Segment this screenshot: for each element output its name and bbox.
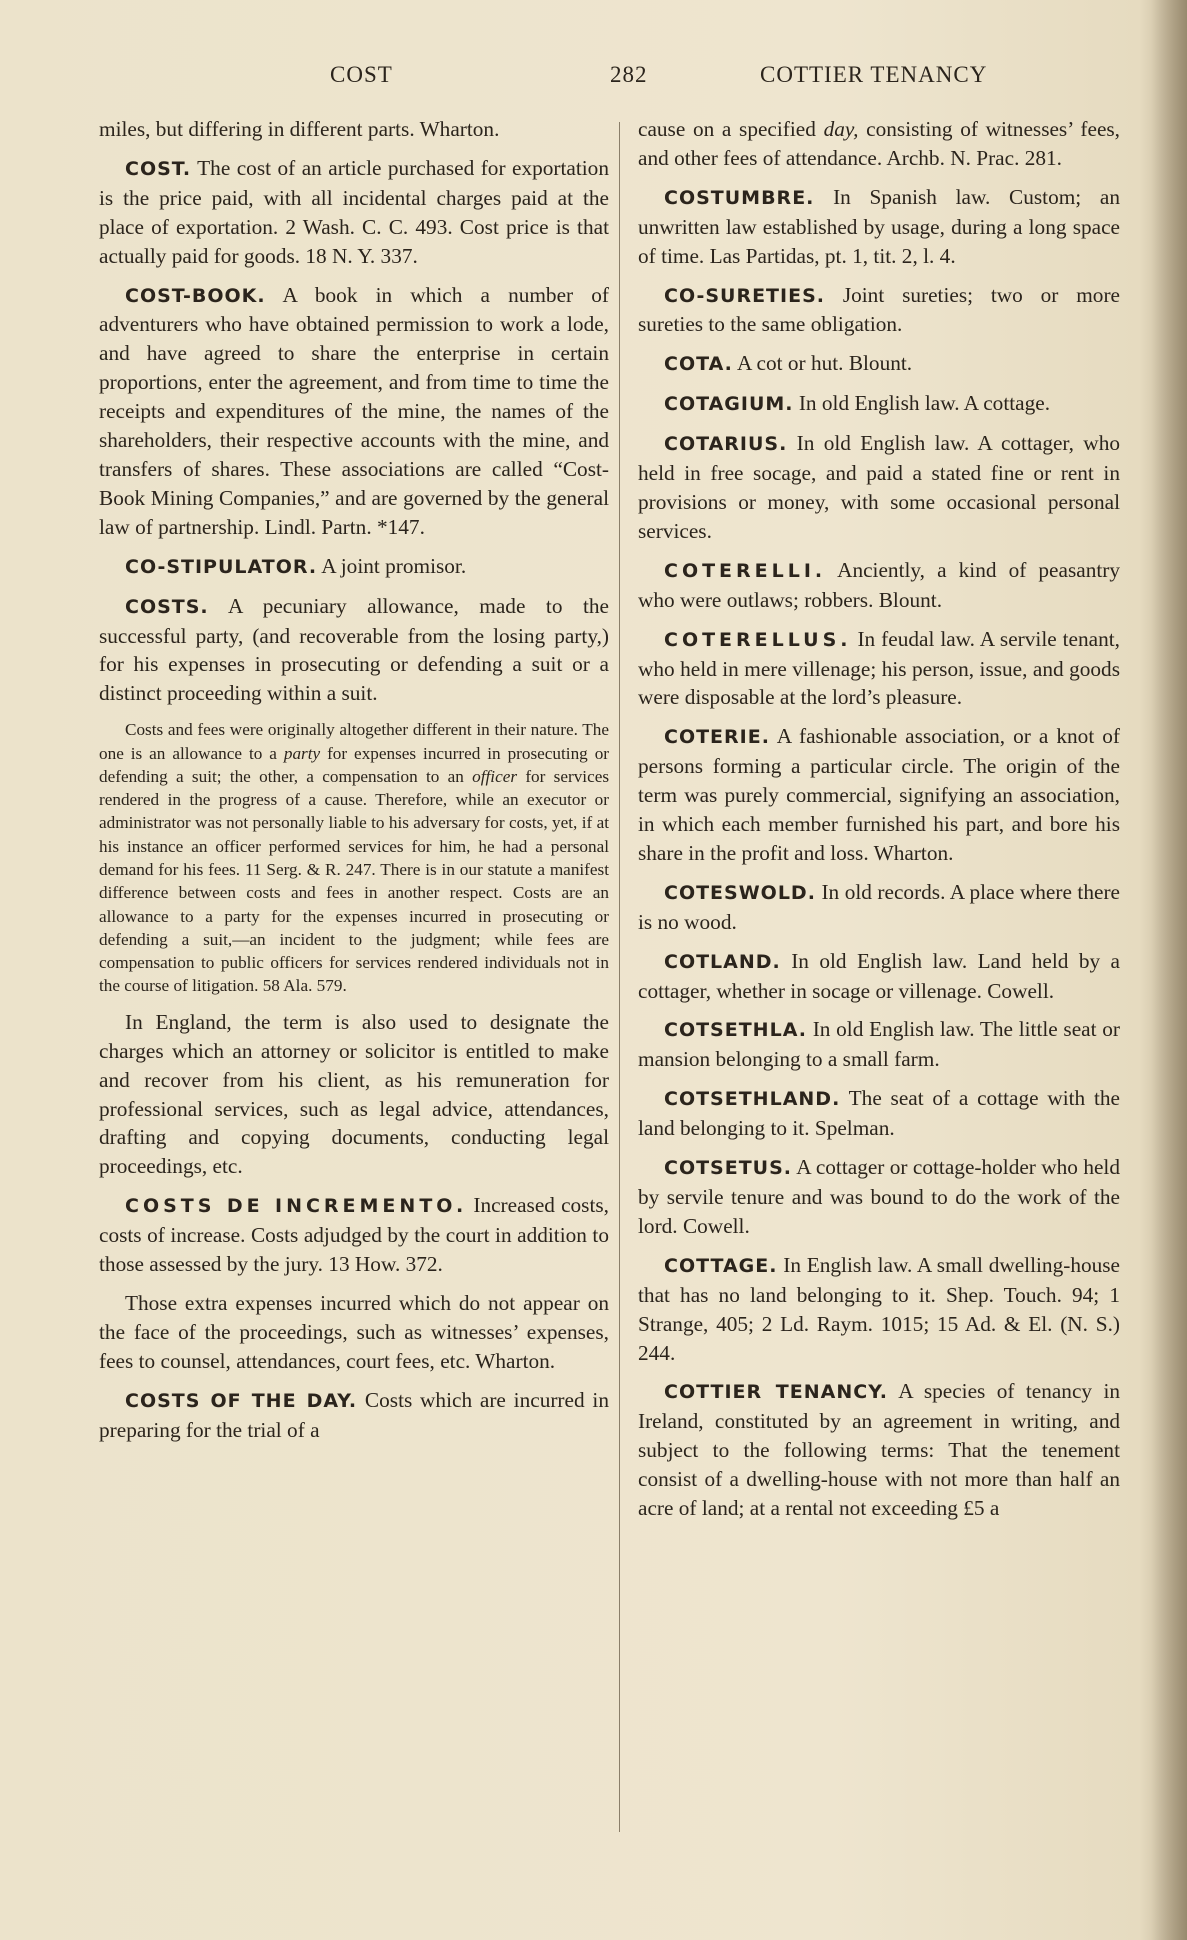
entry-cost (99, 154, 609, 271)
definition: The seat of a cottage with the land belonging to it. Spelman. (638, 1086, 1120, 1141)
headword: COTSETHLA. (664, 1019, 807, 1042)
entry-cotland (638, 947, 1120, 1006)
headword: COSTUMBRE. (664, 186, 815, 209)
definition: A joint promisor. (321, 553, 467, 578)
entry-coterie (638, 722, 1120, 868)
headword: CO-STIPULATOR. (125, 555, 318, 578)
definition: A cottager or cottage-holder who held by servile tenure and was bound to do the work of the lord. Cowell. (638, 1155, 1120, 1238)
text: consisting of witnesses’ fees, and other fees of attendance. Archb. N. Prac. 281. (638, 117, 1121, 170)
headword: COTSETHLAND. (664, 1088, 841, 1111)
column-divider (619, 122, 620, 1832)
definition: In feudal law. A servile tenant, who held in mere villenage; his person, issue, and goods were disposable at the lord’s pleasure. (638, 626, 1121, 710)
note-text: Costs and fees were originally altogether different in their nature. The one is an allowance to a (99, 720, 609, 763)
definition: Increased costs, costs of increase. Costs adjudged by the court in addition to those assessed by the jury. 13 How. 372. (99, 1193, 609, 1277)
text: cause on a specified (638, 117, 816, 141)
entry-cottier-tenancy (638, 1377, 1120, 1523)
definition: Costs which are incurred in preparing for the trial of a (99, 1387, 609, 1442)
definition: In old English law. A cottager, who held in free socage, and paid a stated fine or rent in provisions or money, with some occasional personal services. (638, 431, 1120, 543)
headword: COSTS DE INCREMENTO. (125, 1195, 468, 1218)
definition: A pecuniary allowance, made to the successful party, (and recoverable from the losing party,) for his expenses in prosecuting or defending a suit or a distinct proceeding within a suit. (99, 593, 609, 706)
headword: COTERIE. (664, 726, 770, 749)
headword: COTESWOLD. (664, 881, 816, 904)
costs-note (99, 718, 609, 998)
entry-costumbre (638, 183, 1120, 271)
definition: In English law. A small dwelling-house that has no land belonging to it. Shep. Touch. 94; 1 Strange, 405; 2 Ld. Raym. 1015; 15 Ad. & El. (N. S.) 244. (638, 1252, 1121, 1365)
entry-cost-book (99, 281, 609, 542)
definition: In old English law. A cottage. (798, 391, 1051, 416)
left-column (99, 115, 609, 1454)
definition: Joint sureties; two or more sureties to the same obligation. (638, 282, 1120, 337)
running-header (0, 62, 1187, 102)
headword: COTARIUS. (664, 433, 788, 456)
headword: COST. (125, 157, 192, 180)
note-italic: party (283, 743, 321, 763)
right-column (638, 115, 1120, 1533)
definition: A species of tenancy in Ireland, constituted by an agreement in writing, and subject to the following terms: That the tenement consist of a dwelling-house with not more than half an acre of land; at a rental not exceeding £5 a (638, 1379, 1121, 1521)
entry-cotsetus (638, 1153, 1120, 1241)
entry-cottage (638, 1251, 1120, 1368)
headword: COTLAND. (664, 950, 781, 973)
entry-co-stipulator (99, 552, 609, 582)
page-edge-shadow (1151, 0, 1187, 1940)
entry-costs-de-incremento (99, 1191, 609, 1279)
definition: A cot or hut. Blount. (737, 351, 913, 376)
definition: A fashionable association, or a knot of persons forming a particular circle. The origin of the term was purely commercial, signifying an association, in which each member furnished his part, and bore his share in the profit and loss. Wharton. (638, 724, 1120, 865)
entry-co-sureties (638, 281, 1120, 340)
entry-cota (638, 349, 1120, 379)
definition: In old English law. Land held by a cottager, whether in socage or villenage. Cowell. (638, 948, 1120, 1003)
headword: COTSETUS. (664, 1157, 793, 1180)
headword: COTA. (664, 353, 733, 376)
headword: COST-BOOK. (125, 284, 266, 307)
page-number: 282 (610, 62, 648, 87)
headword: COTERELLUS. (664, 628, 852, 651)
entry-cotarius (638, 429, 1120, 546)
entry-cotsethla (638, 1015, 1120, 1074)
paragraph-england: In England, the term is also used to designate the charges which an attorney or solicitor is entitled to make and recover from his client, as his remuneration for professional services, such as legal advice, attendances, drafting and copying documents, conducting legal proceedings, etc. (99, 1009, 609, 1179)
headword: COTERELLI. (664, 559, 827, 582)
headword: COTAGIUM. (664, 393, 794, 416)
definition: Anciently, a kind of peasantry who were outlaws; robbers. Blount. (638, 557, 1121, 612)
note-text: for expenses incurred in prosecuting or defending a suit; the other, a compensation to an (99, 743, 610, 786)
headword: COSTS. (125, 595, 209, 618)
headword: COTTIER TENANCY. (664, 1381, 889, 1404)
definition: In Spanish law. Custom; an unwritten law established by usage, during a long space of time. Las Partidas, pt. 1, tit. 2, l. 4. (638, 184, 1120, 268)
note-italic: officer (472, 766, 518, 786)
headword: COTTAGE. (664, 1254, 778, 1277)
entry-coterelli (638, 556, 1120, 615)
entry-coterellus (638, 625, 1120, 713)
continued-text (638, 115, 1120, 173)
definition: A book in which a number of adventurers who have obtained permission to work a lode, and have agreed to share the enterprise in certain proportions, enter the agreement, and from time to time the receipts and expenditures of the mine, the names of the shareholders, their respective accounts with the mine, and transfers of shares. These associations are called “Cost-Book Mining Companies,” and are governed by the general law of partnership. Lindl. Partn. *147. (99, 282, 609, 539)
header-left-guide-word: COST (330, 62, 393, 87)
definition: The cost of an article purchased for exportation is the price paid, with all incidental charges paid at the place of exportation. 2 Wash. C. C. 493. Cost price is that actually paid for goods. 18 N. Y. 337. (99, 155, 609, 268)
definition: In old English law. The little seat or mansion belonging to a small farm. (638, 1017, 1120, 1072)
entry-coteswold (638, 878, 1120, 937)
definition: In old records. A place where there is no wood. (638, 879, 1120, 934)
headword: COSTS OF THE DAY. (125, 1389, 358, 1412)
header-right-guide-word: COTTIER TENANCY (760, 62, 988, 87)
entry-costs-of-the-day (99, 1386, 609, 1445)
headword: CO-SURETIES. (664, 284, 825, 307)
continued-text: miles, but differing in different parts. Wharton. (99, 117, 500, 141)
note-text: for services rendered in the progress of a cause. Therefore, while an executor or administrator was not personally liable to his adversary for costs, yet, if at his instance an officer performed services for him, he had a personal demand for his fees. 11 Serg. & R. 247. There is in our statute a manifest difference between costs and fees in another respect. Costs are an allowance to a party for the expenses incurred in prosecuting or defending a suit,—an incident to the judgment; while fees are compensation to public officers for services rendered individuals not in the course of litigation. 58 Ala. 579. (99, 766, 610, 996)
entry-costs (99, 592, 609, 709)
entry-cotagium (638, 389, 1120, 419)
italic-word: day, (823, 117, 859, 141)
entry-cotsethland (638, 1084, 1120, 1143)
paragraph-extra-expenses: Those extra expenses incurred which do not appear on the face of the proceedings, such as witnesses’ expenses, fees to counsel, attendances, court fees, etc. Wharton. (99, 1290, 609, 1373)
